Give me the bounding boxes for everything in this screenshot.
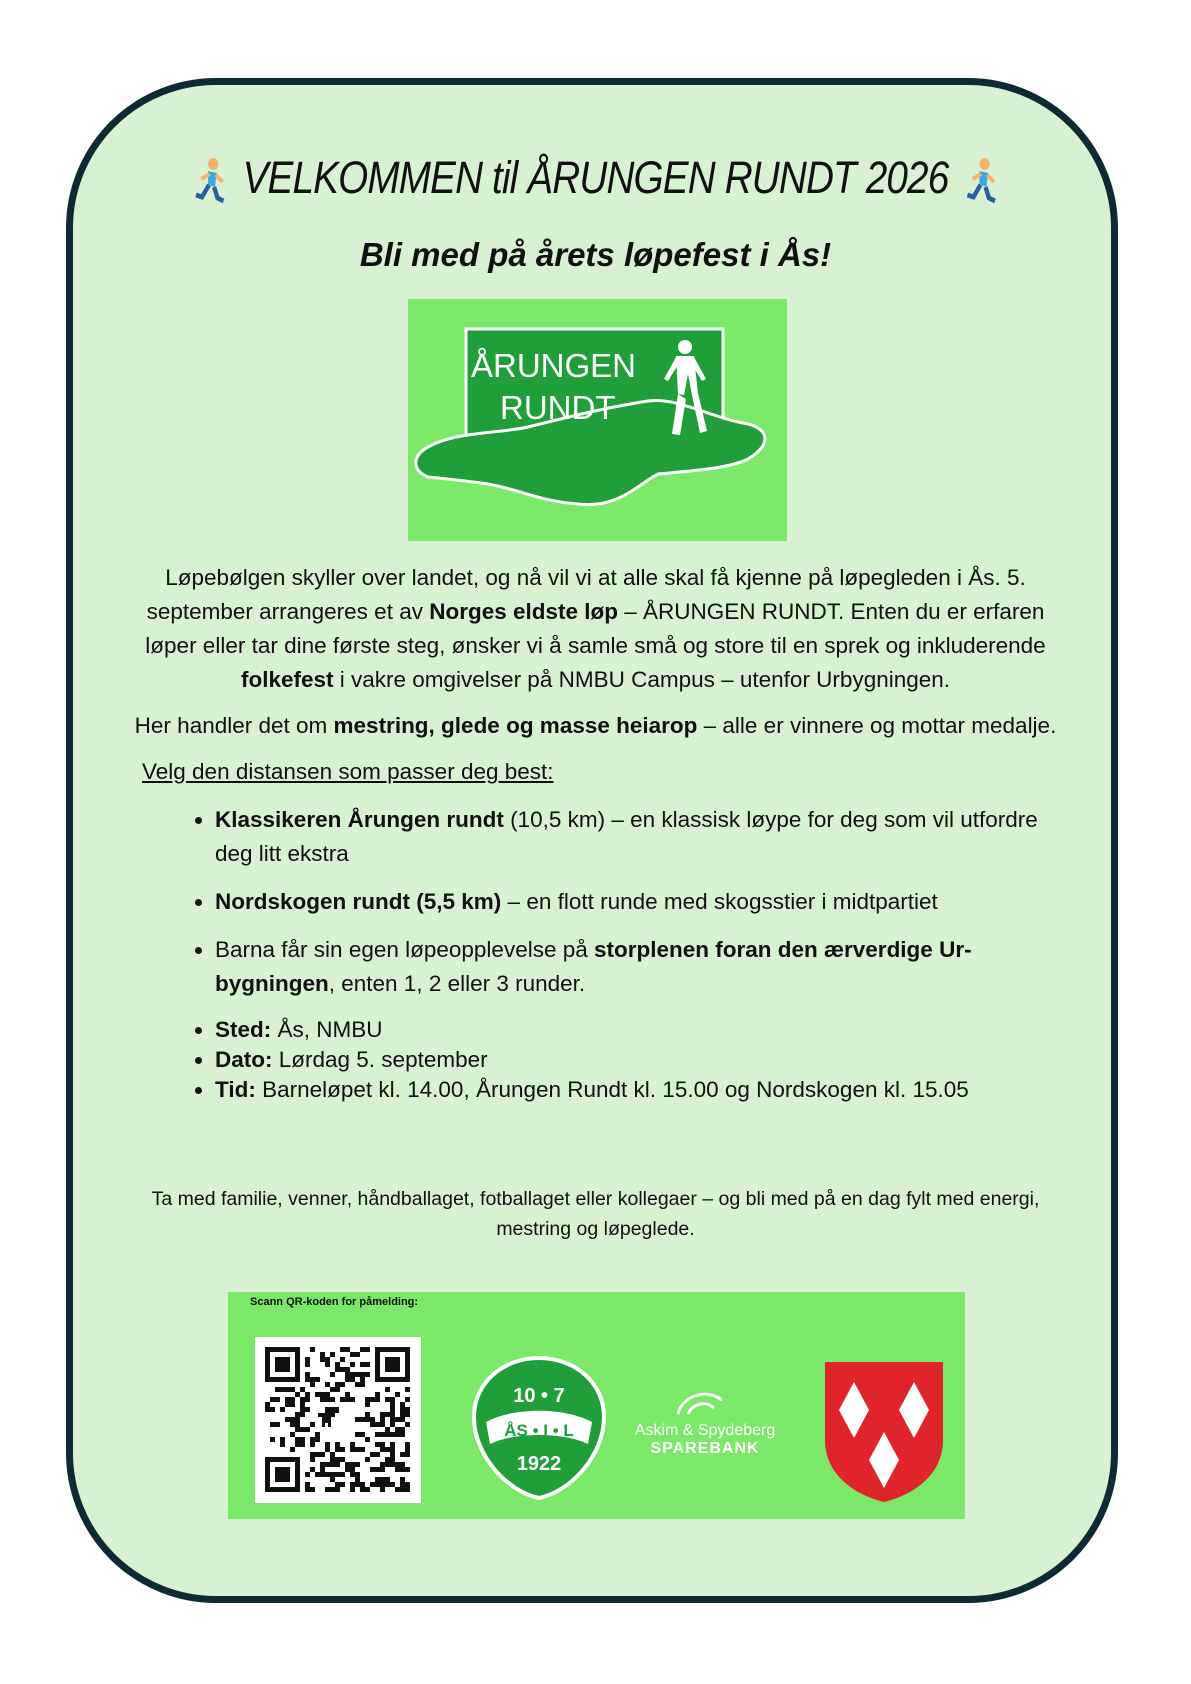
logo-line-1: ÅRUNGEN [471, 347, 637, 384]
page-title: VELKOMMEN til ÅRUNGEN RUNDT 2026 [83, 152, 1107, 205]
as-il-club-logo [464, 1352, 614, 1507]
runner-icon [962, 157, 1000, 205]
mastery-paragraph: Her handler det om mestring, glede og masse heiarop – alle er vinnere og mottar medalje. [134, 713, 1057, 738]
main-text [130, 561, 1061, 1105]
sponsor-panel [228, 1292, 965, 1519]
qr-label: Scann QR-koden for påmelding: [250, 1296, 419, 1308]
event-info-list [130, 1015, 1061, 1105]
registration-qr-code[interactable] [255, 1337, 421, 1503]
info-time: • Tid: Barneløpet kl. 14.00, Årungen Rundt kl. 15.00 og Nordskogen kl. 15.05 [215, 1075, 1061, 1105]
municipality-crest-icon [823, 1360, 945, 1509]
svg-text:10 • 7: 10 • 7 [513, 1385, 565, 1407]
subtitle: Bli med på årets løpefest i Ås! [359, 236, 832, 273]
list-item: • Klassikeren Årungen rundt (10,5 km) – en klassisk løype for deg som vil utfordre deg litt ekstra [215, 803, 1061, 871]
event-logo [408, 299, 787, 541]
qr-code-icon [255, 1337, 421, 1503]
distance-heading: Velg den distansen som passer deg best: [142, 759, 554, 784]
logo-line-2: RUNDT [500, 389, 616, 426]
intro-paragraph: Løpebølgen skyller over landet, og nå vil vi at alle skal få kjenne på løpegleden i Ås. 5. september arrangeres et av Norges eldste løp – ÅRUNGEN RUNDT. Enten du er erfaren løper eller tar dine første steg, ønsker vi å samle små og store til en sprek og inkluderende folkefest i vakre omgivelser på NMBU Campus – utenfor Urbygningen. [145, 565, 1046, 692]
svg-text:ÅS • I • L: ÅS • I • L [504, 1421, 574, 1440]
bank-arc-icon [670, 1386, 730, 1418]
info-location: • Sted: Ås, NMBU [215, 1015, 1061, 1045]
runner-icon [191, 157, 229, 205]
list-item: • Nordskogen rundt (5,5 km) – en flott runde med skogsstier i midtpartiet [215, 885, 1061, 919]
list-item: • Barna får sin egen løpeopplevelse på storplenen foran den ærverdige Ur-bygningen, enten 1, 2 eller 3 runder. [215, 933, 1061, 1001]
sparebank-logo: Askim & Spydeberg SPAREBANK [620, 1422, 790, 1458]
info-date: • Dato: Lørdag 5. september [215, 1045, 1061, 1075]
footer-text: Ta med familie, venner, håndballaget, fotballaget eller kollegaer – og bli med på en dag fylt med energi, mestring og løpeglede. [151, 1188, 1040, 1240]
distance-list [130, 803, 1061, 1001]
svg-text:1922: 1922 [516, 1453, 562, 1475]
